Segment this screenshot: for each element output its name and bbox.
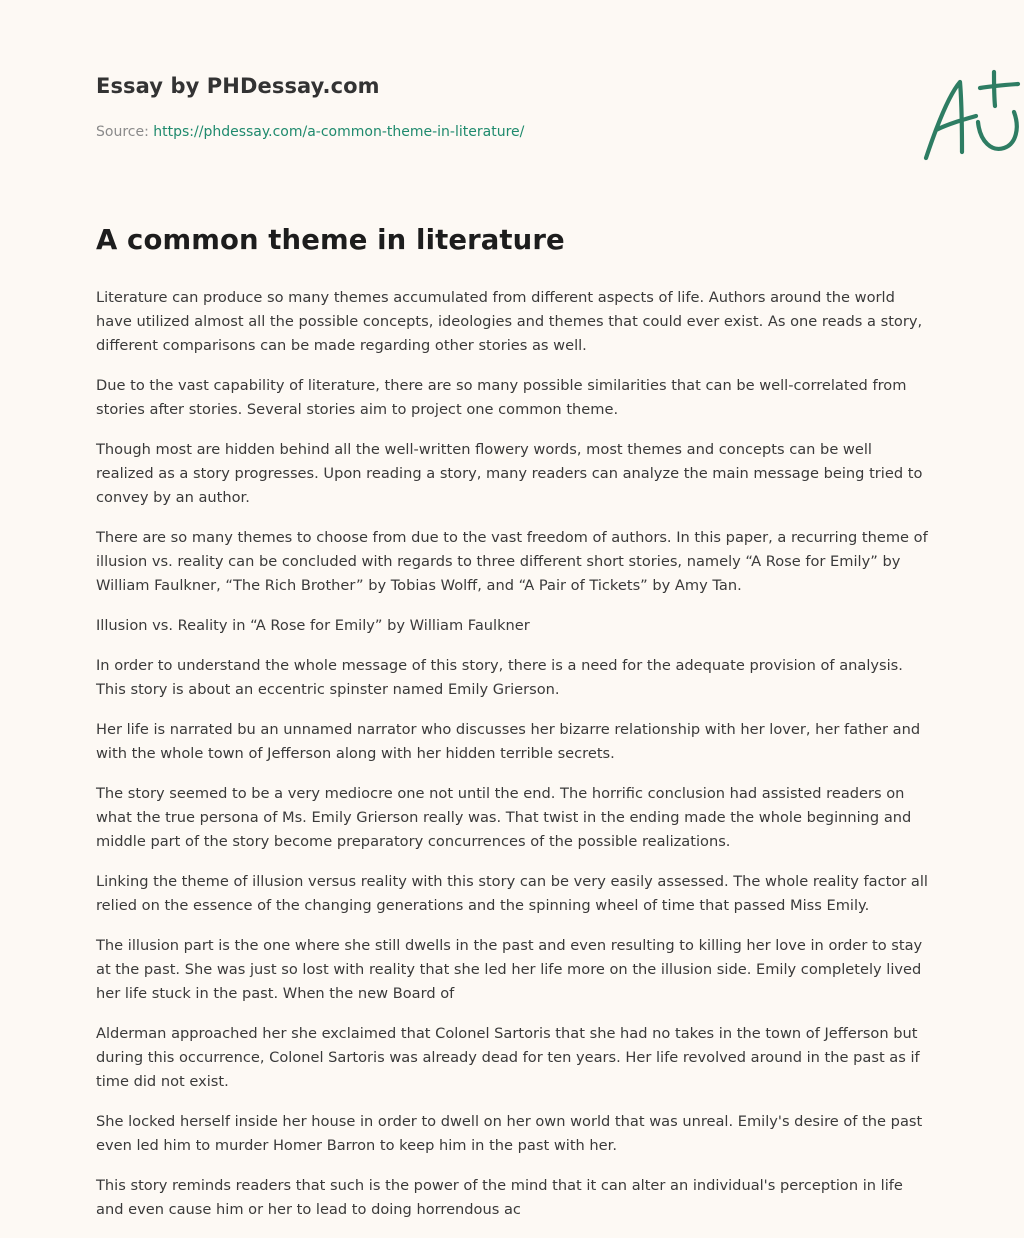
paragraph: Linking the theme of illusion versus reality with this story can be very easily assessed. The whole reality factor all relied on the essence of the changing generations and the spinning wheel of time that passed Miss Emily. xyxy=(96,873,928,914)
a-plus-logo-icon xyxy=(918,66,1024,166)
paragraph: Her life is narrated bu an unnamed narrator who discusses her bizarre relationship with her lover, her father and with the whole town of Jefferson along with her hidden terrible secrets. xyxy=(96,721,921,762)
section-heading: Illusion vs. Reality in “A Rose for Emily” by William Faulkner xyxy=(96,617,530,634)
paragraph: Literature can produce so many themes accumulated from different aspects of life. Authors around the world have utilized almost all the possible concepts, ideologies and themes that could ever exist. As one reads a story, different comparisons can be made regarding other stories as well. xyxy=(96,289,923,354)
brand-title: Essay by PHDessay.com xyxy=(96,74,380,98)
source-link[interactable]: https://phdessay.com/a-common-theme-in-literature/ xyxy=(153,124,525,140)
paragraph: The illusion part is the one where she still dwells in the past and even resulting to killing her love in order to stay at the past. She was just so lost with reality that she led her life more on the illusion side. Emily completely lived her life stuck in the past. When the new Board of xyxy=(96,937,923,1002)
paragraph: Alderman approached her she exclaimed that Colonel Sartoris that she had no takes in the town of Jefferson but during this occurrence, Colonel Sartoris was already dead for ten years. Her life revolved around in the past as if time did not exist. xyxy=(96,1025,920,1090)
source-line xyxy=(96,124,524,140)
paragraph: The story seemed to be a very mediocre one not until the end. The horrific conclusion had assisted readers on what the true persona of Ms. Emily Grierson really was. That twist in the ending made the whole beginning and middle part of the story become preparatory concurrences of the possible realizations. xyxy=(96,785,912,850)
essay-title: A common theme in literature xyxy=(96,224,565,256)
paragraph: In order to understand the whole message of this story, there is a need for the adequate provision of analysis. This story is about an eccentric spinster named Emily Grierson. xyxy=(96,657,903,698)
paragraph: This story reminds readers that such is the power of the mind that it can alter an individual's perception in life and even cause him or her to lead to doing horrendous ac xyxy=(96,1177,903,1218)
source-label: Source: xyxy=(96,124,149,140)
essay-body xyxy=(96,286,928,1238)
paragraph: Though most are hidden behind all the well-written flowery words, most themes and concepts can be well realized as a story progresses. Upon reading a story, many readers can analyze the main message being tried to convey by an author. xyxy=(96,441,923,506)
paragraph: She locked herself inside her house in order to dwell on her own world that was unreal. Emily's desire of the past even led him to murder Homer Barron to keep him in the past with her. xyxy=(96,1113,923,1154)
paragraph: There are so many themes to choose from due to the vast freedom of authors. In this paper, a recurring theme of illusion vs. reality can be concluded with regards to three different short stories, namely “A Rose for Emily” by William Faulkner, “The Rich Brother” by Tobias Wolff, and “A Pair of Tickets” by Amy Tan. xyxy=(96,529,928,594)
paragraph: Due to the vast capability of literature, there are so many possible similarities that can be well-correlated from stories after stories. Several stories aim to project one common theme. xyxy=(96,377,907,418)
